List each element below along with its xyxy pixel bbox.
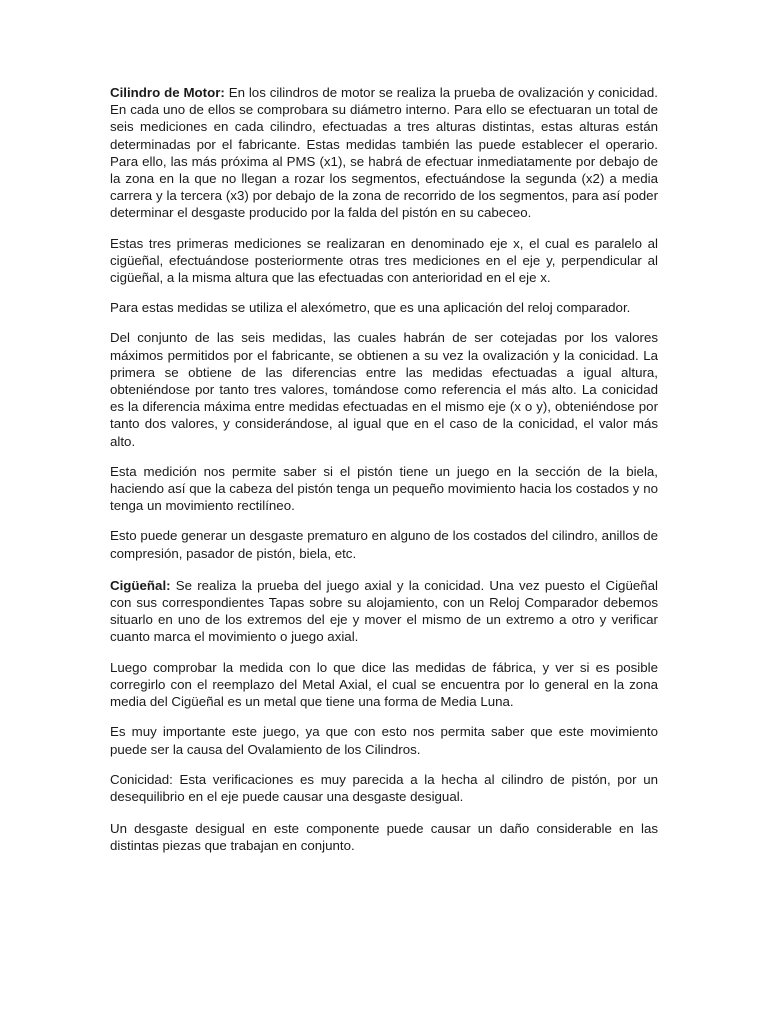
section-heading-ciguenal: Cigüeñal: <box>110 577 171 593</box>
paragraph-alexometro: Para estas medidas se utiliza el alexómetro, que es una aplicación del reloj comparador. <box>110 300 631 316</box>
document-body <box>110 84 658 868</box>
paragraph-cilindro-intro <box>110 84 658 222</box>
paragraph-mediciones-eje: Estas tres primeras mediciones se realizaran en denominado eje x, el cual es paralelo al cigüeñal, efectuándose posteriormente otras tres mediciones en el eje y, perpendicular al cigüeñal, a la misma altura que las efectuadas con anterioridad en el eje x. <box>110 235 658 286</box>
paragraph-ovalamiento: Es muy importante este juego, ya que con esto nos permita saber que este movimiento puede ser la causa del Ovalamiento de los Cilindros. <box>110 724 658 757</box>
paragraph-desgaste-desigual: Un desgaste desigual en este componente puede causar un daño considerable en las distintas piezas que trabajan en conjunto. <box>110 821 658 854</box>
paragraph-metal-axial: Luego comprobar la medida con lo que dice las medidas de fábrica, y ver si es posible corregirlo con el reemplazo del Metal Axial, el cual se encuentra por lo general en la zona media del Cigüeñal es un metal que tiene una forma de Media Luna. <box>110 659 658 710</box>
paragraph-text: En los cilindros de motor se realiza la prueba de ovalización y conicidad. En cada uno de ellos se comprobara su diámetro interno. Para ello se efectuaran un total de seis mediciones en cada cilindro, efectuadas a tres alturas distintas, estas alturas están determinadas por el fabricante. Estas medidas también las puede establecer el operario. Para ello, las más próxima al PMS (x1), se habrá de efectuar inmediatamente por debajo de la zona en la que no llegan a rozar los segmentos, efectuándose la segunda (x2) a media carrera y la tercera (x3) por debajo de la zona de recorrido de los segmentos, para así poder determinar el desgaste producido por la falda del pistón en su cabeceo. <box>110 85 658 221</box>
paragraph-text: Se realiza la prueba del juego axial y la conicidad. Una vez puesto el Cigüeñal con sus correspondientes Tapas sobre su alojamiento, con un Reloj Comparador debemos situarlo en uno de los extremos del eje y mover el mismo de un extremo a otro y verificar cuanto marca el movimiento o juego axial. <box>110 577 658 645</box>
paragraph-ovalizacion-conicidad: Del conjunto de las seis medidas, las cuales habrán de ser cotejadas por los valores máximos permitidos por el fabricante, se obtienen a su vez la ovalización y la conicidad. La primera se obtiene de las diferencias entre las medidas efectuadas a igual altura, obteniéndose por tanto tres valores, tomándose como referencia el más alto. La conicidad es la diferencia máxima entre medidas efectuadas en el mismo eje (x o y), obteniéndose por tanto dos valores, y considerándose, al igual que en el caso de la conicidad, el valor más alto. <box>110 330 658 449</box>
paragraph-ciguenal-intro <box>110 577 658 646</box>
paragraph-desgaste-prematuro: Esto puede generar un desgaste prematuro en alguno de los costados del cilindro, anillos de compresión, pasador de pistón, biela, etc. <box>110 528 658 561</box>
section-heading-cilindro: Cilindro de Motor: <box>110 85 225 100</box>
paragraph-conicidad: Conicidad: Esta verificaciones es muy parecida a la hecha al cilindro de pistón, por un desequilibrio en el eje puede causar una desgaste desigual. <box>110 771 658 804</box>
paragraph-juego-piston: Esta medición nos permite saber si el pistón tiene un juego en la sección de la biela, haciendo así que la cabeza del pistón tenga un pequeño movimiento hacia los costados y no tenga un movimiento rectilíneo. <box>110 463 658 514</box>
